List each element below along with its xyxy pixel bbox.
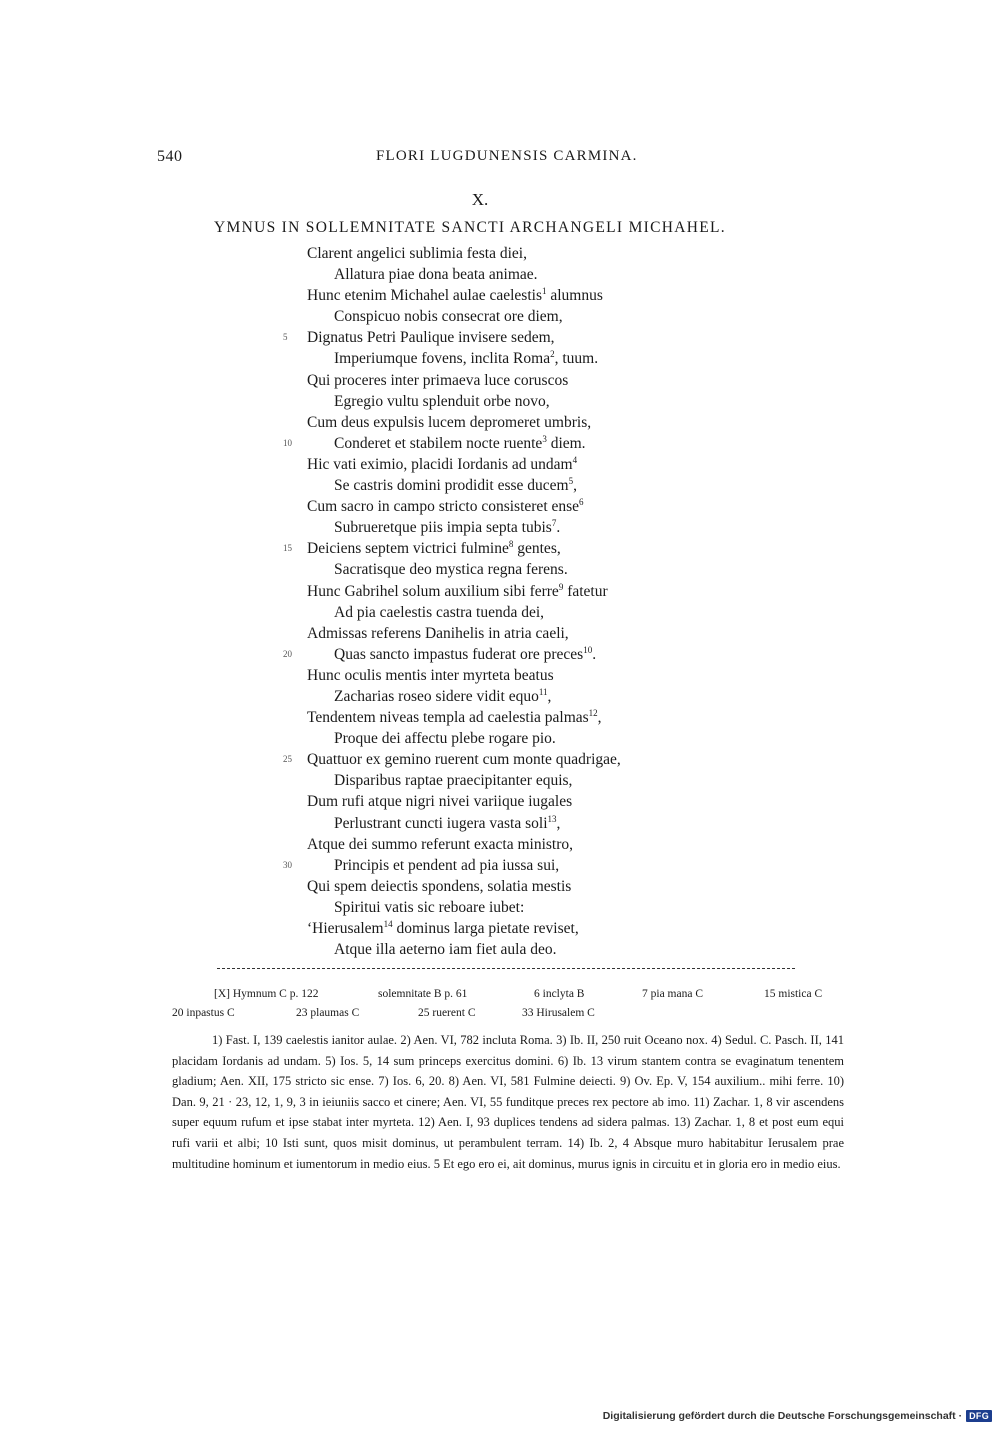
verse-words-after: , bbox=[556, 814, 561, 832]
poem-number-text: X. bbox=[471, 190, 489, 209]
line-number: 5 bbox=[283, 332, 288, 343]
verse-words: Hunc Gabrihel solum auxilium sibi ferre bbox=[307, 582, 559, 600]
verse-text bbox=[334, 517, 560, 538]
verse-line bbox=[0, 285, 1000, 306]
footnote-marker: 6 bbox=[579, 497, 584, 508]
verse-words: Dum rufi atque nigri nivei variique iugales bbox=[307, 793, 573, 811]
verse-text bbox=[307, 285, 603, 306]
verse-words: Cum deus expulsis lucem depromeret umbris, bbox=[307, 413, 592, 431]
verse-words: Hic vati eximio, placidi Iordanis ad undam bbox=[307, 455, 573, 473]
apparatus-entry: 23 plaumas C bbox=[296, 1007, 360, 1019]
verse-words-after: . bbox=[556, 519, 561, 537]
verse-text bbox=[307, 581, 608, 602]
verse-line bbox=[0, 517, 1000, 538]
verse-line bbox=[0, 243, 1000, 264]
verse-text bbox=[334, 433, 586, 454]
verse-line bbox=[0, 475, 1000, 496]
dfg-logo: DFG bbox=[966, 1410, 992, 1422]
verse-line bbox=[0, 834, 1000, 855]
verse-words-after: dominus larga pietate reviset, bbox=[392, 920, 579, 937]
verse-line bbox=[0, 897, 1000, 918]
verse-line bbox=[0, 813, 1000, 834]
verse-words: Principis et pendent ad pia iussa sui, bbox=[334, 856, 560, 874]
verse-words: Imperiumque fovens, inclita Roma bbox=[334, 350, 551, 368]
apparatus-entry: [X] Hymnum C p. 122 bbox=[214, 988, 319, 1000]
verse-words-after: diem. bbox=[546, 434, 586, 452]
verse-words: Dignatus Petri Paulique invisere sedem, bbox=[307, 329, 555, 347]
verse-line bbox=[0, 433, 1000, 454]
footnote-marker: 3 bbox=[542, 433, 547, 444]
verse-words-after: alumnus bbox=[546, 287, 603, 305]
footnotes bbox=[172, 1030, 844, 1174]
apparatus-entry: 20 inpastus C bbox=[172, 1007, 235, 1019]
footnote-marker: 2 bbox=[550, 349, 555, 360]
verse-line bbox=[0, 327, 1000, 348]
verse-words: Admissas referens Danihelis in atria caeli, bbox=[307, 624, 569, 642]
line-number: 10 bbox=[283, 437, 292, 448]
apparatus-entry: 7 pia mana C bbox=[642, 988, 703, 1000]
verse-line bbox=[0, 918, 1000, 939]
verse-text bbox=[334, 306, 563, 327]
verse-text bbox=[334, 855, 559, 876]
verse-text bbox=[334, 728, 556, 749]
verse-words-after: , bbox=[597, 709, 602, 727]
verse-words: Hunc oculis mentis inter myrteta beatus bbox=[307, 666, 554, 684]
verse-line bbox=[0, 876, 1000, 897]
verse-text bbox=[307, 834, 573, 855]
verse-line bbox=[0, 391, 1000, 412]
verse-text bbox=[334, 644, 596, 665]
verse-line bbox=[0, 412, 1000, 433]
verse-words: Spiritui vatis sic reboare iubet: bbox=[334, 898, 525, 916]
verse-text bbox=[307, 623, 569, 644]
verse-words: Se castris domini prodidit esse ducem bbox=[334, 477, 569, 495]
verse-text bbox=[334, 475, 577, 496]
critical-apparatus bbox=[172, 985, 844, 1023]
footnote-marker: 5 bbox=[568, 476, 574, 487]
verse-words: Clarent angelici sublimia festa diei, bbox=[307, 245, 527, 262]
verse-text bbox=[334, 602, 544, 623]
verse-line bbox=[0, 454, 1000, 475]
verse-words: Atque dei summo referunt exacta ministro, bbox=[307, 835, 574, 853]
verse-words-after: gentes, bbox=[513, 540, 561, 558]
verse-words: Tendentem niveas templa ad caelestia palmas bbox=[307, 709, 589, 727]
verse-line bbox=[0, 306, 1000, 327]
verse-words: Zacharias roseo sidere vidit equo bbox=[334, 687, 539, 705]
footnote-marker: 10 bbox=[583, 644, 593, 655]
verse-text bbox=[307, 538, 561, 559]
verse-line bbox=[0, 623, 1000, 644]
verse-line bbox=[0, 686, 1000, 707]
verse-words: Ad pia caelestis castra tuenda dei, bbox=[334, 603, 545, 621]
verse-line bbox=[0, 939, 1000, 960]
verse-text bbox=[334, 813, 560, 834]
verse-text bbox=[307, 454, 577, 475]
verse-words: Sacratisque deo mystica regna ferens. bbox=[334, 561, 568, 579]
verse-line bbox=[0, 581, 1000, 602]
verse-text bbox=[307, 412, 591, 433]
verse-text bbox=[334, 348, 598, 369]
verse-words-after: , bbox=[547, 687, 552, 705]
verse-words: Qui spem deiectis spondens, solatia mestis bbox=[307, 877, 572, 895]
verse-text bbox=[307, 918, 579, 939]
verse-line bbox=[0, 602, 1000, 623]
verse-words: Quattuor ex gemino ruerent cum monte quadrigae, bbox=[307, 751, 621, 769]
digitization-credit bbox=[603, 1410, 992, 1422]
divider-line bbox=[217, 968, 795, 969]
verse-words: Qui proceres inter primaeva luce coruscos bbox=[307, 371, 569, 389]
verse-text bbox=[334, 559, 568, 580]
verse-line bbox=[0, 855, 1000, 876]
running-title: FLORI LUGDUNENSIS CARMINA. bbox=[376, 148, 638, 164]
verse-words: Conspicuo nobis consecrat ore diem, bbox=[334, 308, 563, 326]
verse-text bbox=[307, 327, 555, 348]
apparatus-entry: 15 mistica C bbox=[764, 988, 823, 1000]
verse-line bbox=[0, 665, 1000, 686]
verse-line bbox=[0, 348, 1000, 369]
verse-text bbox=[307, 370, 568, 391]
line-number: 20 bbox=[283, 648, 292, 659]
page-number: 540 bbox=[157, 148, 183, 165]
verse-words-after: fatetur bbox=[563, 582, 608, 600]
verse-text bbox=[307, 876, 571, 897]
apparatus-entry: solemnitate B p. 61 bbox=[378, 988, 468, 1000]
verse-words: Deiciens septem victrici fulmine bbox=[307, 540, 509, 558]
verse-words: Egregio vultu splenduit orbe novo, bbox=[334, 392, 550, 410]
verse-text bbox=[307, 665, 554, 686]
footnote-marker: 12 bbox=[588, 708, 598, 719]
verse-line bbox=[0, 264, 1000, 285]
verse-line bbox=[0, 707, 1000, 728]
verse-text bbox=[334, 770, 572, 791]
verse-words: Hunc etenim Michahel aulae caelestis bbox=[307, 287, 542, 305]
poem-number bbox=[0, 190, 1000, 210]
footnote-marker: 14 bbox=[383, 919, 393, 929]
verse-words: Perlustrant cuncti iugera vasta soli bbox=[334, 814, 548, 832]
apparatus-row bbox=[172, 985, 844, 1004]
verse-line bbox=[0, 644, 1000, 665]
verse-words-after: . bbox=[592, 645, 597, 663]
verse-text bbox=[334, 686, 551, 707]
verse-words: Proque dei affectu plebe rogare pio. bbox=[334, 730, 556, 748]
verse-text bbox=[307, 749, 621, 770]
footnote-marker: 4 bbox=[572, 454, 578, 465]
line-number: 15 bbox=[283, 543, 292, 554]
credit-text: Digitalisierung gefördert durch die Deutsche Forschungsgemeinschaft · bbox=[602, 1410, 963, 1422]
verse-words: Allatura piae dona beata animae. bbox=[334, 266, 538, 284]
verse-block bbox=[0, 243, 1000, 960]
footnote-marker: 8 bbox=[508, 539, 514, 550]
footnote-marker: 9 bbox=[558, 581, 564, 592]
apparatus-entry: 6 inclyta B bbox=[534, 988, 585, 1000]
verse-line bbox=[0, 559, 1000, 580]
verse-words: Disparibus raptae praecipitanter equis, bbox=[334, 772, 573, 790]
line-number: 25 bbox=[283, 754, 292, 765]
verse-line bbox=[0, 749, 1000, 770]
verse-words: ‘Hierusalem bbox=[307, 920, 384, 937]
line-number: 30 bbox=[283, 859, 292, 870]
apparatus-row bbox=[172, 1004, 844, 1023]
footnote-text: 1) Fast. I, 139 caelestis ianitor aulae. 2) Aen. VI, 782 incluta Roma. 3) Ib. II, 250 ruit Oceano nox. 4) Sedul. C. Pasch. II, 141 placidam Iordanis ad undam. 5) Ios. 5, 14 sum princeps exercitus domini. 6) Ib. 13 virum stantem contra se evaginatum tenentem gladium; Aen. XII, 175 stricto sic ense. 7) Ios. 6, 20. 8) Aen. VI, 581 Fulmine deiecti. 9) Ov. Ep. V, 154 auxilium.. mihi ferre. 10) Dan. 9, 21 · 23, 12, 1, 9, 3 in ieiuniis sacco et cinere; Aen. VI, 55 funditque preces rex pectore ab imo. 11) Zachar. 1, 8 vir ascendens super equum rufum et ipse stabat inter myrteta. 12) Aen. I, 93 duplices tendens ad sidera palmas. 13) Zachar. 1, 8 et post eum equi rufi varii et albi; 10 Isti sunt, quos misit dominus, ut perambulent terram. 14) Ib. 2, 4 Absque muro habitabitur Ierusalem prae multitudine hominum et iumentorum in medio eius. 5 Et ego ero ei, ait dominus, murus ignis in circuitu et in gloria ero in medio eius. bbox=[172, 1033, 844, 1171]
verse-words: Quas sancto impastus fuderat ore preces bbox=[334, 645, 584, 663]
verse-text bbox=[334, 939, 557, 960]
verse-line bbox=[0, 770, 1000, 791]
verse-words: Conderet et stabilem nocte ruente bbox=[334, 434, 543, 452]
verse-text bbox=[334, 391, 550, 412]
footnote-marker: 1 bbox=[541, 286, 547, 297]
verse-text bbox=[307, 243, 527, 264]
footnote-marker: 7 bbox=[551, 518, 557, 529]
poem-title: YMNUS IN SOLLEMNITATE SANCTI ARCHANGELI MICHAHEL. bbox=[214, 219, 726, 236]
verse-line bbox=[0, 538, 1000, 559]
apparatus-entry: 25 ruerent C bbox=[418, 1007, 476, 1019]
verse-words-after: , tuum. bbox=[554, 350, 599, 368]
verse-line bbox=[0, 728, 1000, 749]
verse-text bbox=[307, 496, 584, 517]
verse-words: Cum sacro in campo stricto consisteret ense bbox=[307, 498, 580, 516]
footnote-marker: 11 bbox=[538, 686, 548, 697]
verse-text bbox=[307, 791, 572, 812]
verse-words-after: , bbox=[573, 477, 577, 495]
verse-line bbox=[0, 791, 1000, 812]
verse-words: Atque illa aeterno iam fiet aula deo. bbox=[334, 941, 557, 959]
verse-text bbox=[334, 897, 524, 918]
apparatus-entry: 33 Hirusalem C bbox=[522, 1007, 595, 1019]
verse-text bbox=[334, 264, 538, 285]
verse-line bbox=[0, 496, 1000, 517]
verse-text bbox=[307, 707, 602, 728]
verse-words: Subrueretque piis impia septa tubis bbox=[334, 519, 552, 537]
verse-line bbox=[0, 370, 1000, 391]
footnote-marker: 13 bbox=[547, 813, 557, 824]
